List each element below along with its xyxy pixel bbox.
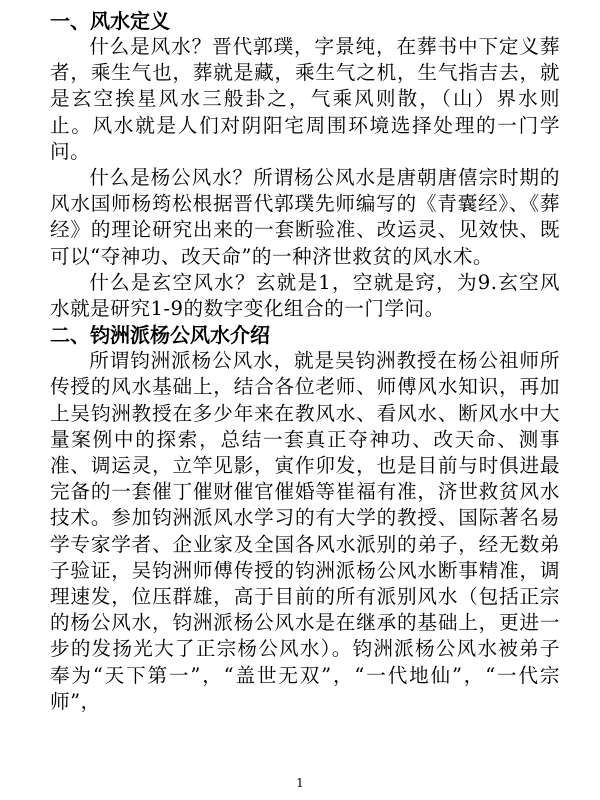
paragraph-what-is-yanggong-fengshui: 什么是杨公风水？所谓杨公风水是唐朝唐僖宗时期的风水国师杨筠松根据晋代郭璞先师编写的《青囊经》、《葬经》的理论研究出来的一套断验准、改运灵、见效快、既可以“夺神功、改天命”的一种济世救贫的风水术。 <box>50 166 560 268</box>
paragraph-junzhou-school-intro: 所谓钧洲派杨公风水，就是吴钧洲教授在杨公祖师所传授的风水基础上，结合各位老师、师傅风水知识，再加上吴钧洲教授在多少年来在教风水、看风水、断风水中大量案例中的探索，总结一套真正夺神功、改天命、测事准、调运灵，立竿见影，寅作卯发，也是目前与时俱进最完备的一套催丁催财催官催婚等崔福有准，济世救贫风水技术。参加钧洲派风水学习的有大学的教授、国际著名易学专家学者、企业家及全国各风水派别的弟子，经无数弟子验证，吴钧洲师傅传授的钧洲派杨公风水断事精准，调理速发，位压群雄，高于目前的所有派别风水（包括正宗的杨公风水，钧洲派杨公风水是在继承的基础上，更进一步的发扬光大了正宗杨公风水）。钧洲派杨公风水被弟子奉为“天下第一”，“盖世无双”，“一代地仙”，“一代宗师”， <box>50 349 560 713</box>
paragraph-what-is-xuankong-fengshui: 什么是玄空风水？玄就是1，空就是窍，为9.玄空风水就是研究1-9的数字变化组合的一门学问。 <box>50 270 560 321</box>
section-1-heading: 一、风水定义 <box>50 9 170 33</box>
document-page <box>50 8 560 715</box>
paragraph-what-is-fengshui: 什么是风水？晋代郭璞，字景纯，在葬书中下定义葬者，乘生气也，葬就是藏，乘生气之机，生气指吉去，就是玄空挨星风水三般卦之，气乘风则散，（山）界水则止。风水就是人们对阴阳宅周围环境选择处理的一门学问。 <box>50 35 560 163</box>
section-2-heading: 二、钧洲派杨公风水介绍 <box>50 323 270 348</box>
page-number: 1 <box>296 776 304 790</box>
